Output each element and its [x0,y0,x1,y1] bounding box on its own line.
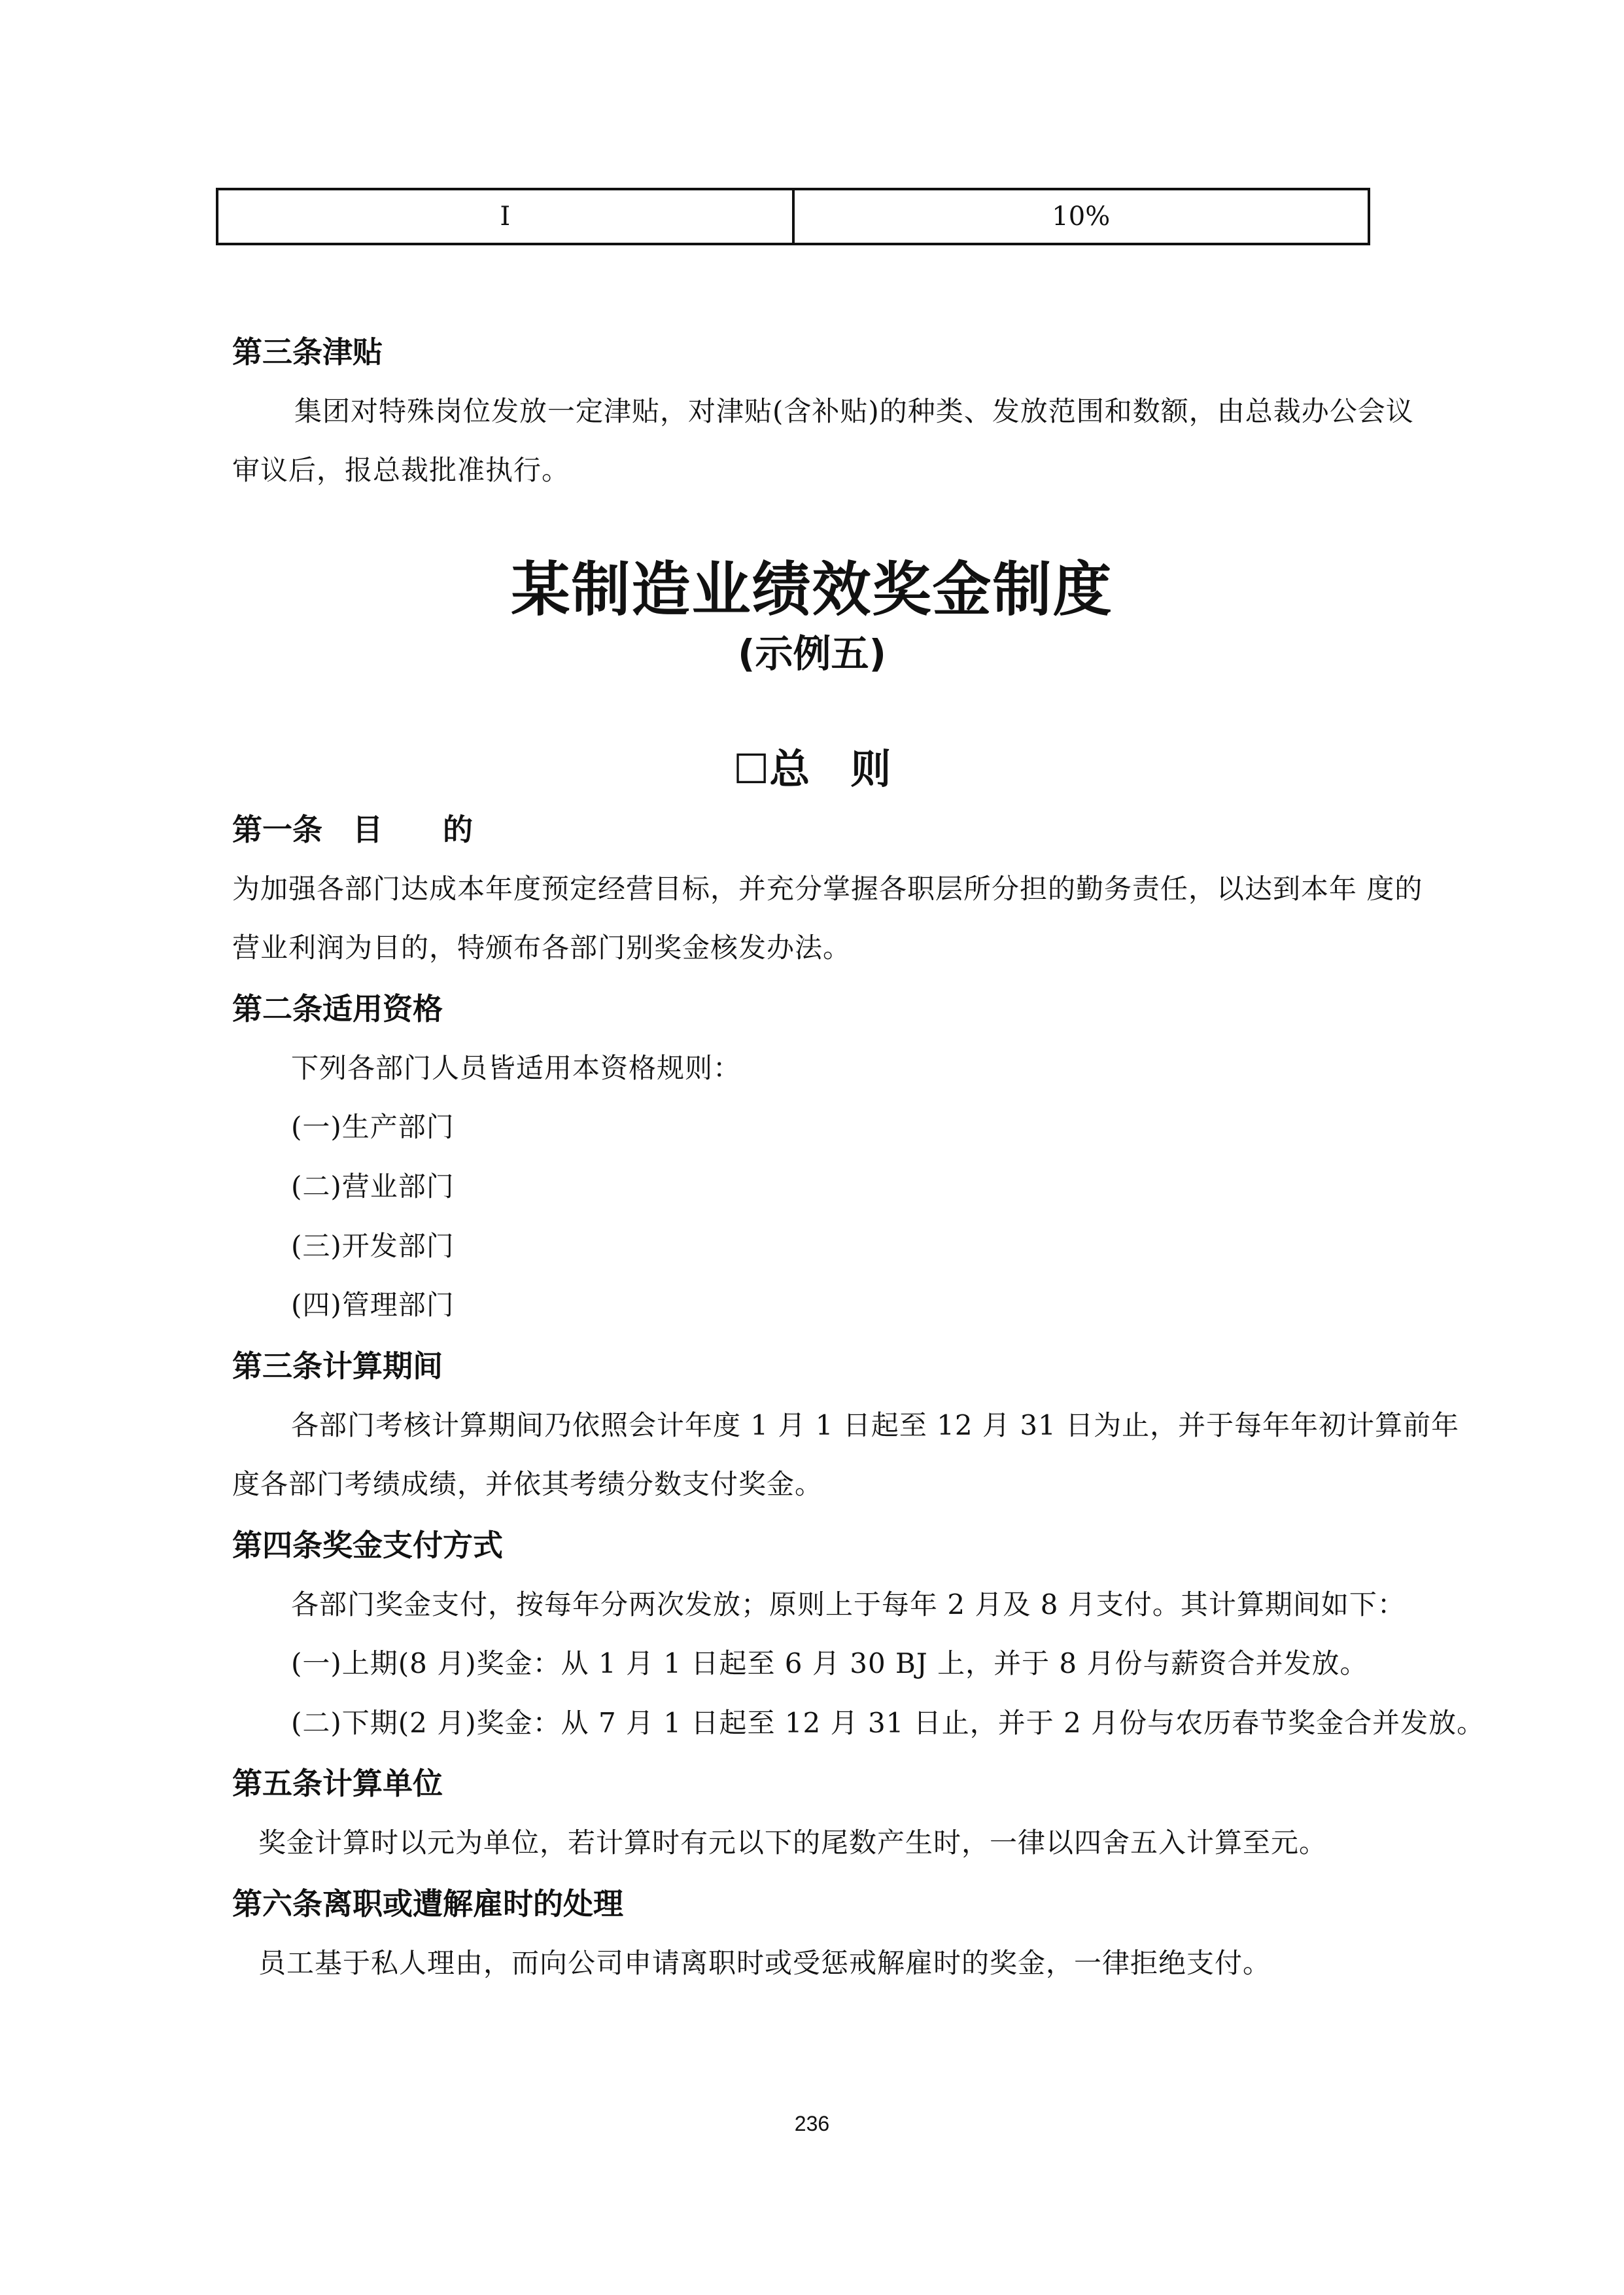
allowance-line-1: 集团对特殊岗位发放一定津贴，对津贴(含补贴)的种类、发放范围和数额，由总裁办公会议 [294,395,1414,427]
article-1-line-1: 为加强各部门达成本年度预定经营目标，并充分掌握各职层所分担的勤务责任，以达到本年 度的 [232,873,1423,905]
article-2-item-2: (二)营业部门 [291,1170,455,1202]
article-6-heading: 第六条离职或遭解雇时的处理 [232,1886,623,1921]
chapter-heading: ☐总 则 [733,745,891,793]
article-2-item-4: (四)管理部门 [291,1289,455,1321]
article-1-line-2: 营业利润为目的，特颁布各部门别奖金核发办法。 [232,932,852,964]
article-2-item-1: (一)生产部门 [291,1111,455,1143]
article-1-heading: 第一条 目 的 [232,812,473,847]
rate-table-row [216,188,1370,245]
allowance-heading: 第三条津贴 [232,334,383,370]
article-2-heading: 第二条适用资格 [232,991,443,1026]
article-4-line-3: (二)下期(2 月)奖金：从 7 月 1 日起至 12 月 31 日止，并于 2 月份与农历春节奖金合并发放。 [291,1707,1485,1739]
article-3-heading: 第三条计算期间 [232,1348,443,1384]
article-4-line-2: (一)上期(8 月)奖金：从 1 月 1 日起至 6 月 30 BJ 上，并于 8 月份与薪资合并发放。 [291,1647,1368,1679]
article-5-line-1: 奖金计算时以元为单位，若计算时有元以下的尾数产生时，一律以四舍五入计算至元。 [258,1827,1328,1859]
article-4-heading: 第四条奖金支付方式 [232,1528,503,1563]
article-4-line-1: 各部门奖金支付，按每年分两次发放；原则上于每年 2 月及 8 月支付。其计算期间如下： [291,1588,1406,1621]
article-2-line-1: 下列各部门人员皆适用本资格规则： [291,1052,742,1084]
table-cell-rate: 10% [792,190,1368,243]
article-3-line-1: 各部门考核计算期间乃依照会计年度 1 月 1 日起至 12 月 31 日为止，并于每年年初计算前年 [291,1409,1460,1441]
document-title: 某制造业绩效奖金制度 [511,555,1113,624]
document-subtitle: (示例五) [737,631,887,676]
allowance-line-2: 审议后，报总裁批准执行。 [232,454,570,486]
article-2-item-3: (三)开发部门 [291,1230,455,1262]
article-5-heading: 第五条计算单位 [232,1766,443,1801]
article-6-line-1: 员工基于私人理由，而向公司申请离职时或受惩戒解雇时的奖金，一律拒绝支付。 [258,1947,1271,1979]
table-cell-grade: I [500,201,511,232]
page-number: 236 [794,2112,830,2135]
article-3-line-2: 度各部门考绩成绩，并依其考绩分数支付奖金。 [232,1468,823,1500]
